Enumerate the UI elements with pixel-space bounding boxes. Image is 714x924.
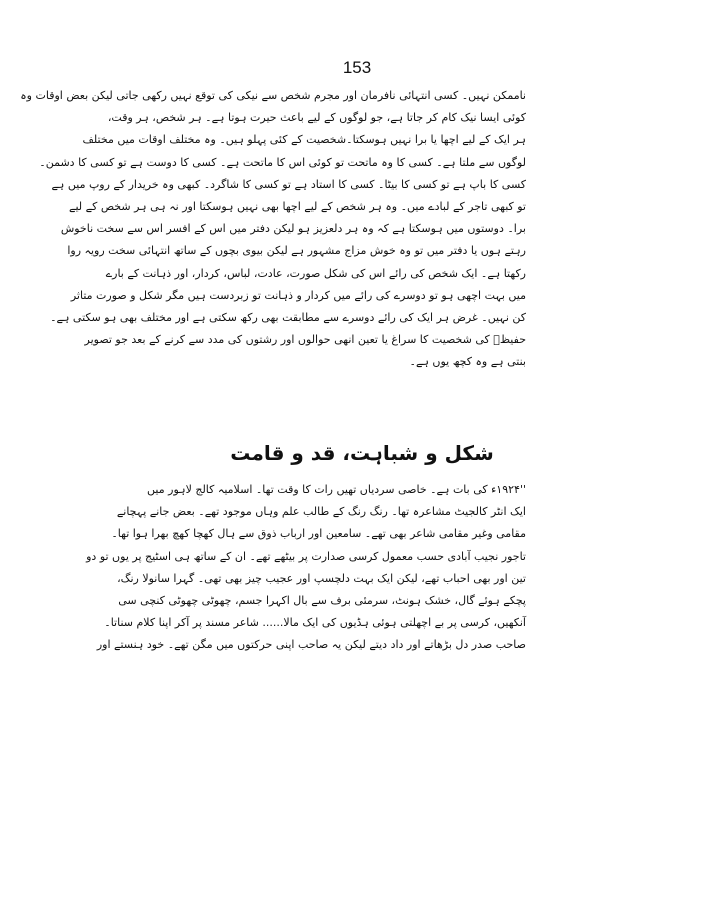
page-number: 153: [342, 58, 372, 77]
text-line: مقامی وغیر مقامی شاعر بھی تھے۔ سامعین اور ارباب ذوق سے ہال کھچا کھچ بھرا ہوا تھا۔: [111, 527, 526, 541]
text-line: ہر ایک کے لیے اچھا یا برا نہیں ہوسکتا۔شخصیت کے کئی پہلو ہیں۔ وہ مختلف اوقات میں مختلف: [82, 133, 526, 147]
text-line: ناممکن نہیں۔ کسی انتہائی نافرمان اور مجرم شخص سے نیکی کی توقع نہیں رکھی جاتی لیکن بعض اوقات وہ: [20, 89, 526, 102]
text-line: ''۱۹۲۴ء کی بات ہے۔ خاصی سردیاں تھیں رات کا وقت تھا۔ اسلامیہ کالج لاہور میں: [147, 483, 526, 496]
text-line: برا۔ دوستوں میں ہوسکتا ہے کہ وہ ہر دلعزیز ہو لیکن دفتر میں اس کے افسر اس سے سخت ناخوش: [60, 222, 526, 236]
text-line: تو کبھی تاجر کے لبادے میں۔ وہ ہر شخص کے لیے اچھا بھی نہیں ہوسکتا اور نہ ہی ہر شخص کے لیے: [69, 199, 526, 213]
text-line: رکھتا ہے۔ ایک شخص کی رائے اس کی شکل صورت، عادت، لباس، کردار، اور ذہانت کے بارے: [105, 266, 526, 280]
paragraph-1: [20, 85, 526, 373]
text-line: بنتی ہے وہ کچھ یوں ہے۔: [409, 355, 526, 369]
text-line: رہتے ہوں یا دفتر میں تو وہ خوش مزاج مشہور ہے لیکن بیوی بچوں کے ساتھ انتہائی سخت رویہ روا: [67, 244, 526, 258]
text-line: ایک انٹر کالجیٹ مشاعرہ تھا۔ رنگ رنگ کے طالب علم وہاں موجود تھے۔ بعض جانے پہچانے: [116, 505, 526, 519]
text-line: تین اور بھی احباب تھے، لیکن ایک بہت دلچسپ اور عجیب چیز بھی تھی۔ گہرا سانولا رنگ،: [117, 571, 526, 585]
text-line: حفیظؔ کی شخصیت کا سراغ یا تعین انھی حوالوں اور رشتوں کی مدد سے کرنے کے بعد جو تصویر: [84, 333, 526, 347]
text-line: کوئی ایسا نیک کام کر جاتا ہے، جو لوگوں کے لیے باعث حیرت ہوتا ہے۔ ہر شخص، ہر وقت،: [107, 111, 526, 125]
text-line: صاحب صدر دل بڑھاتے اور داد دیتے لیکن یہ صاحب اپنی حرکتوں میں مگن تھے۔ خود ہنستے اور: [96, 638, 526, 652]
text-line: میں بہت اچھی ہو تو دوسرے کی رائے میں کردار و ذہانت تو زبردست ہیں مگر شکل و صورت متاثر: [70, 288, 526, 302]
text-line: تاجور نجیب آبادی حسب معمول کرسی صدارت پر بیٹھے تھے۔ ان کے ساتھ ہی اسٹیج پر یوں تو دو: [86, 549, 526, 563]
text-line: پچکے ہوئے گال، خشک ہونٹ، سرمئی برف سے بال اکہرا جسم، چھوٹی چھوٹی کنچی سی: [118, 593, 526, 607]
paragraph-2: [86, 479, 526, 657]
text-line: کسی کا باپ ہے تو کسی کا بیٹا۔ کسی کا استاد ہے تو کسی کا شاگرد۔ کبھی وہ خریدار کے روپ میں ہے: [51, 177, 526, 191]
section-heading: شکل و شباہت، قد و قامت: [230, 441, 494, 465]
text-line: کن نہیں۔ غرض ہر ایک کی رائے دوسرے سے مطابقت بھی رکھ سکتی ہے اور مختلف بھی ہو سکتی ہے۔: [50, 310, 526, 324]
text-line: آنکھیں، کرسی پر بے اچھلتی ہوئی ہڈیوں کی ایک مالا...... شاعر مسند پر آکر اپنا کلام سناتا۔: [104, 616, 526, 630]
text-line: لوگوں سے ملتا ہے۔ کسی کا وہ ماتحت تو کوئی اس کا ماتحت ہے۔ کسی کا دوست ہے تو کسی کا دشمن۔: [39, 155, 526, 169]
